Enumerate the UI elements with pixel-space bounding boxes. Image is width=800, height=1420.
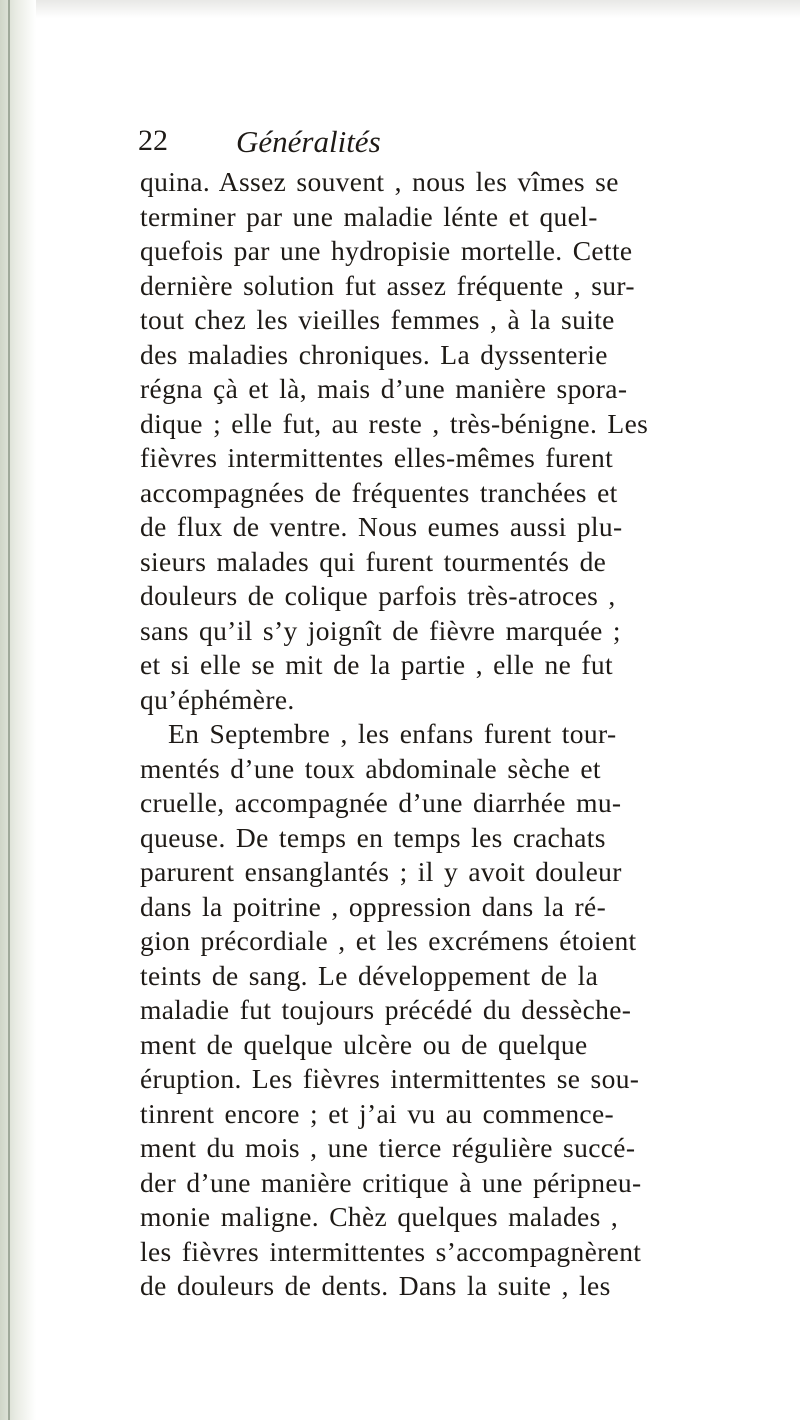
text-line: quina. Assez souvent , nous les vîmes se <box>140 166 619 197</box>
page-top-shadow <box>36 0 800 18</box>
running-head: Généralités <box>236 124 381 159</box>
text-line: ment de quelque ulcère ou de quelque <box>140 1028 588 1060</box>
text-line: douleurs de colique parfois très-atroces , <box>140 580 616 611</box>
body-text <box>140 165 780 1304</box>
text-line: queuse. De temps en temps les crachats <box>140 821 606 853</box>
text-line: dans la poitrine , oppression dans la ré- <box>140 890 607 922</box>
text-line: terminer par une maladie lénte et quel- <box>140 200 598 232</box>
text-line: des maladies chroniques. La dyssenterie <box>140 338 608 370</box>
text-line: ment du mois , une tierce régulière succé- <box>140 1132 636 1163</box>
text-line: maladie fut toujours précédé du dessèche- <box>140 994 632 1025</box>
text-line: En Septembre , les enfans furent tour- <box>168 718 617 749</box>
text-line: les fièvres intermittentes s’accompagnèrent <box>140 1235 642 1267</box>
text-line: quefois par une hydropisie mortelle. Cette <box>140 235 633 266</box>
text-line: der d’une manière critique à une péripneu- <box>140 1166 642 1198</box>
text-line: sans qu’il s’y joignît de fièvre marquée ; <box>140 614 621 646</box>
text-line: dique ; elle fut, au reste , très-bénigne. Les <box>140 407 649 439</box>
text-line: tinrent encore ; et j’ai vu au commence- <box>140 1097 615 1129</box>
text-line: cruelle, accompagnée d’une diarrhée mu- <box>140 787 622 818</box>
page-number: 22 <box>138 124 168 157</box>
text-line: qu’éphémère. <box>140 683 295 715</box>
text-line: accompagnées de fréquentes tranchées et <box>140 476 618 508</box>
text-line: mentés d’une toux abdominale sèche et <box>140 752 601 784</box>
text-line: teints de sang. Le développement de la <box>140 959 599 991</box>
page-header <box>138 124 698 164</box>
text-line: tout chez les vieilles femmes , à la suite <box>140 304 615 335</box>
text-line: sieurs malades qui furent tourmentés de <box>140 545 607 577</box>
text-line: de douleurs de dents. Dans la suite , les <box>140 1270 611 1301</box>
text-line: éruption. Les fièvres intermittentes se sou- <box>140 1063 640 1094</box>
text-line: et si elle se mit de la partie , elle ne fut <box>140 649 613 680</box>
page-binding-edge <box>0 0 36 1420</box>
text-line: gion précordiale , et les excrémens étoient <box>140 925 637 956</box>
text-line: de flux de ventre. Nous eumes aussi plu- <box>140 511 623 542</box>
text-line: parurent ensanglantés ; il y avoit douleur <box>140 856 622 887</box>
text-line: dernière solution fut assez fréquente , sur- <box>140 269 635 301</box>
binding-line <box>8 0 10 1420</box>
text-line: régna çà et là, mais d’une manière spora- <box>140 373 628 404</box>
text-line: fièvres intermittentes elles-mêmes furent <box>140 442 614 473</box>
text-line: monie maligne. Chèz quelques malades , <box>140 1201 619 1232</box>
